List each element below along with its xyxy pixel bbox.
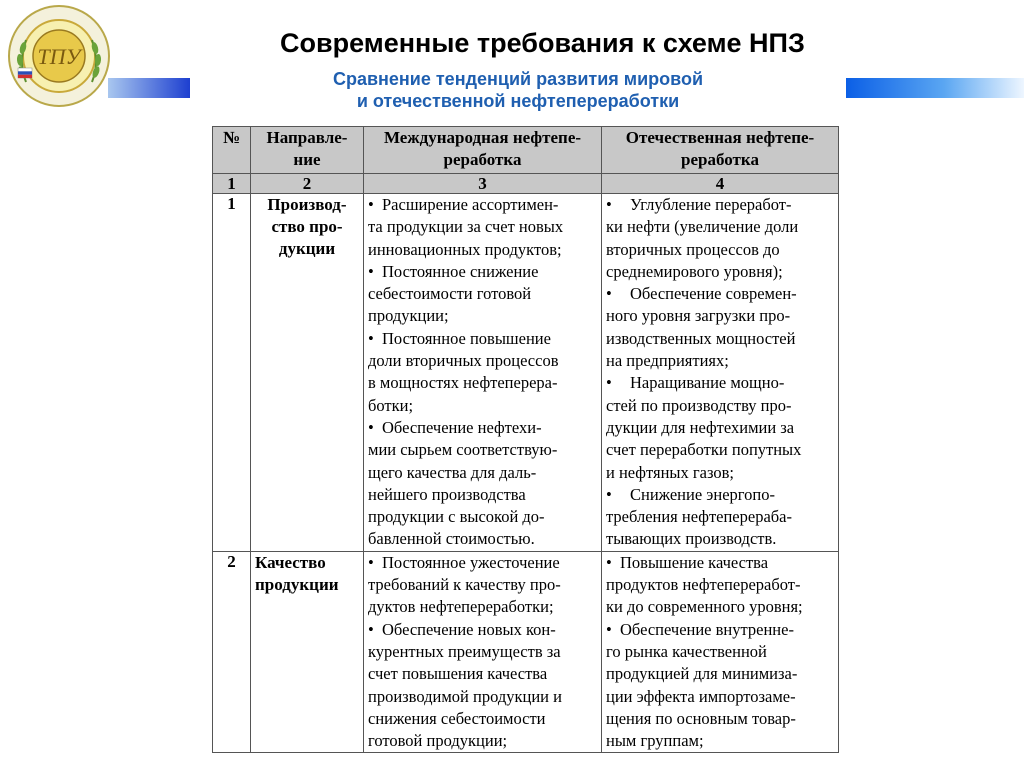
list-item-line bbox=[368, 574, 597, 596]
list-item-text: ки до современного уровня; bbox=[606, 597, 803, 617]
column-number: 3 bbox=[364, 174, 602, 194]
list-item-text: стей по производству про- bbox=[606, 395, 792, 415]
row-direction bbox=[251, 551, 364, 753]
list-item-line bbox=[368, 619, 597, 641]
list-item-line bbox=[606, 506, 834, 528]
list-item-text: продукции с высокой до- bbox=[368, 507, 545, 527]
list-item-text: требления нефтеперераба- bbox=[606, 507, 792, 527]
list-item-text: дуктов нефтепереработки; bbox=[368, 597, 554, 617]
header-international-line: реработка bbox=[443, 150, 522, 169]
list-item-line bbox=[606, 216, 834, 238]
list-item-line bbox=[606, 417, 834, 439]
list-item-text: счет повышения качества bbox=[368, 664, 548, 684]
bullet-icon: • bbox=[368, 417, 374, 437]
list-item-line bbox=[606, 574, 834, 596]
list-item-text: ного уровня загрузки про- bbox=[606, 306, 791, 326]
column-number: 4 bbox=[602, 174, 839, 194]
list-item-line bbox=[606, 552, 834, 574]
header-num: № bbox=[213, 127, 251, 174]
list-item-text: снижения себестоимости bbox=[368, 708, 546, 728]
list-item-text: тывающих производств. bbox=[606, 529, 777, 549]
list-item-text: Обеспечение внутренне- bbox=[620, 619, 794, 639]
bullet-icon: • bbox=[606, 552, 612, 572]
list-item-line bbox=[606, 686, 834, 708]
list-item-line bbox=[368, 708, 597, 730]
header-domestic-line: реработка bbox=[681, 150, 759, 169]
list-item-line bbox=[368, 686, 597, 708]
list-item-text: доли вторичных процессов bbox=[368, 351, 559, 371]
domestic-cell bbox=[602, 551, 839, 753]
header-direction-line: ние bbox=[293, 150, 321, 169]
list-item-text: та продукции за счет новых bbox=[368, 217, 564, 237]
list-item-line bbox=[368, 730, 597, 752]
table-header-row bbox=[213, 127, 839, 174]
list-item-line bbox=[606, 305, 834, 327]
page-title: Современные требования к схеме НПЗ bbox=[280, 28, 805, 58]
list-item-text: щего качества для даль- bbox=[368, 462, 537, 482]
bullet-icon: • bbox=[606, 484, 612, 504]
list-item-line bbox=[368, 462, 597, 484]
list-item-line bbox=[606, 596, 834, 618]
list-item-text: Наращивание мощно- bbox=[630, 373, 785, 393]
list-item-text: продуктов нефтепереработ- bbox=[606, 575, 801, 595]
list-item-text: Постоянное снижение bbox=[382, 261, 539, 281]
list-item-line bbox=[606, 619, 834, 641]
header-direction bbox=[251, 127, 364, 174]
university-logo bbox=[4, 2, 114, 110]
list-item-line bbox=[368, 194, 597, 216]
list-item-line bbox=[368, 216, 597, 238]
svg-text:ТПУ: ТПУ bbox=[37, 44, 81, 69]
header-direction-line: Направле- bbox=[266, 128, 348, 147]
list-item-line bbox=[606, 194, 834, 216]
international-cell bbox=[364, 194, 602, 552]
list-item-text: производимой продукции и bbox=[368, 686, 562, 706]
list-item-line bbox=[606, 372, 834, 394]
bullet-icon: • bbox=[368, 195, 374, 214]
list-item-line bbox=[368, 261, 597, 283]
list-item-line bbox=[368, 641, 597, 663]
list-item-text: мии сырьем соответствую- bbox=[368, 440, 558, 460]
list-item-line bbox=[606, 261, 834, 283]
list-item-text: ки нефти (увеличение доли bbox=[606, 217, 799, 237]
list-item-text: ции эффекта импортозаме- bbox=[606, 686, 796, 706]
list-item bbox=[368, 552, 597, 619]
column-number: 1 bbox=[213, 174, 251, 194]
list-item-line bbox=[368, 239, 597, 261]
list-item-text: в мощностях нефтеперера- bbox=[368, 373, 558, 393]
direction-line: Производ- bbox=[267, 195, 347, 214]
list-item bbox=[606, 372, 834, 483]
comparison-table bbox=[212, 126, 839, 753]
list-item-text: и нефтяных газов; bbox=[606, 462, 735, 482]
list-item bbox=[368, 328, 597, 417]
list-item-line bbox=[606, 708, 834, 730]
list-item-line bbox=[368, 350, 597, 372]
list-item-text: го рынка качественной bbox=[606, 641, 767, 661]
list-item-line bbox=[606, 484, 834, 506]
row-direction bbox=[251, 194, 364, 552]
list-item-line bbox=[606, 439, 834, 461]
direction-line: Качество bbox=[255, 552, 326, 572]
list-item-line bbox=[368, 283, 597, 305]
list-item-text: среднемирового уровня); bbox=[606, 261, 783, 281]
list-item-line bbox=[368, 417, 597, 439]
header-domestic-line: Отечественная нефтепе- bbox=[625, 128, 815, 147]
list-item-line bbox=[606, 328, 834, 350]
bullet-icon: • bbox=[368, 619, 374, 639]
list-item-line bbox=[368, 395, 597, 417]
list-item-text: Постоянное ужесточение bbox=[382, 552, 560, 572]
list-item-text: готовой продукции; bbox=[368, 731, 508, 751]
list-item-text: бавленной стоимостью. bbox=[368, 529, 535, 549]
decor-band-right bbox=[846, 78, 1024, 98]
page-subtitle bbox=[190, 68, 846, 112]
row-number: 2 bbox=[213, 551, 251, 753]
decor-band-left bbox=[108, 78, 190, 98]
header-domestic bbox=[602, 127, 839, 174]
list-item-line bbox=[606, 641, 834, 663]
list-item-text: инновационных продуктов; bbox=[368, 239, 562, 259]
list-item-line bbox=[368, 484, 597, 506]
list-item-line bbox=[606, 528, 834, 550]
list-item bbox=[606, 484, 834, 551]
list-item bbox=[606, 194, 834, 283]
list-item bbox=[368, 619, 597, 753]
list-item-text: Обеспечение новых кон- bbox=[382, 619, 556, 639]
column-number: 2 bbox=[251, 174, 364, 194]
list-item-text: Постоянное повышение bbox=[382, 328, 551, 348]
list-item-text: продукции; bbox=[368, 306, 449, 326]
list-item bbox=[368, 261, 597, 328]
list-item-text: Обеспечение современ- bbox=[630, 284, 797, 304]
list-item-line bbox=[368, 372, 597, 394]
list-item-line bbox=[606, 730, 834, 752]
list-item-line bbox=[606, 462, 834, 484]
bullet-icon: • bbox=[368, 261, 374, 281]
list-item-text: щения по основным товар- bbox=[606, 708, 796, 728]
subtitle-line: и отечественной нефтепереработки bbox=[356, 91, 680, 111]
list-item-text: Расширение ассортимен- bbox=[382, 195, 559, 214]
list-item-line bbox=[606, 395, 834, 417]
list-item bbox=[606, 552, 834, 619]
list-item-line bbox=[606, 663, 834, 685]
header-international bbox=[364, 127, 602, 174]
list-item-text: Углубление переработ- bbox=[630, 195, 792, 214]
list-item-line bbox=[606, 350, 834, 372]
list-item bbox=[368, 194, 597, 261]
list-item-text: на предприятиях; bbox=[606, 351, 729, 371]
bullet-icon: • bbox=[606, 619, 612, 639]
bullet-icon: • bbox=[368, 328, 374, 348]
bullet-icon: • bbox=[606, 284, 612, 304]
bullet-icon: • bbox=[606, 195, 612, 214]
list-item-text: изводственных мощностей bbox=[606, 328, 796, 348]
bullet-icon: • bbox=[606, 373, 612, 393]
direction-line: дукции bbox=[278, 239, 336, 258]
list-item-line bbox=[606, 239, 834, 261]
list-item-line bbox=[368, 552, 597, 574]
column-number-row bbox=[213, 174, 839, 194]
table-row bbox=[213, 551, 839, 753]
list-item-line bbox=[606, 283, 834, 305]
row-number: 1 bbox=[213, 194, 251, 552]
table-row bbox=[213, 194, 839, 552]
direction-line: продукции bbox=[255, 574, 339, 594]
list-item bbox=[606, 619, 834, 753]
list-item-text: ным группам; bbox=[606, 731, 704, 751]
list-item-text: Снижение энергопо- bbox=[630, 484, 775, 504]
header-international-line: Международная нефтепе- bbox=[383, 128, 582, 147]
list-item-text: ботки; bbox=[368, 395, 414, 415]
international-cell bbox=[364, 551, 602, 753]
list-item-text: вторичных процессов до bbox=[606, 239, 780, 259]
bullet-icon: • bbox=[368, 552, 374, 572]
list-item-line bbox=[368, 328, 597, 350]
list-item-text: счет переработки попутных bbox=[606, 440, 802, 460]
list-item-line bbox=[368, 528, 597, 550]
list-item-line bbox=[368, 663, 597, 685]
list-item-text: курентных преимуществ за bbox=[368, 641, 561, 661]
direction-line: ство про- bbox=[271, 217, 343, 236]
list-item-text: Обеспечение нефтехи- bbox=[382, 417, 542, 437]
list-item-line bbox=[368, 596, 597, 618]
domestic-cell bbox=[602, 194, 839, 552]
list-item bbox=[606, 283, 834, 372]
list-item-text: дукции для нефтехимии за bbox=[606, 417, 795, 437]
list-item-text: нейшего производства bbox=[368, 484, 526, 504]
list-item-text: себестоимости готовой bbox=[368, 284, 532, 304]
list-item-text: требований к качеству про- bbox=[368, 575, 561, 595]
list-item bbox=[368, 417, 597, 551]
list-item-text: продукцией для минимиза- bbox=[606, 664, 798, 684]
list-item-line bbox=[368, 506, 597, 528]
subtitle-line: Сравнение тенденций развития мировой bbox=[332, 69, 704, 89]
list-item-line bbox=[368, 439, 597, 461]
list-item-text: Повышение качества bbox=[620, 552, 769, 572]
list-item-line bbox=[368, 305, 597, 327]
